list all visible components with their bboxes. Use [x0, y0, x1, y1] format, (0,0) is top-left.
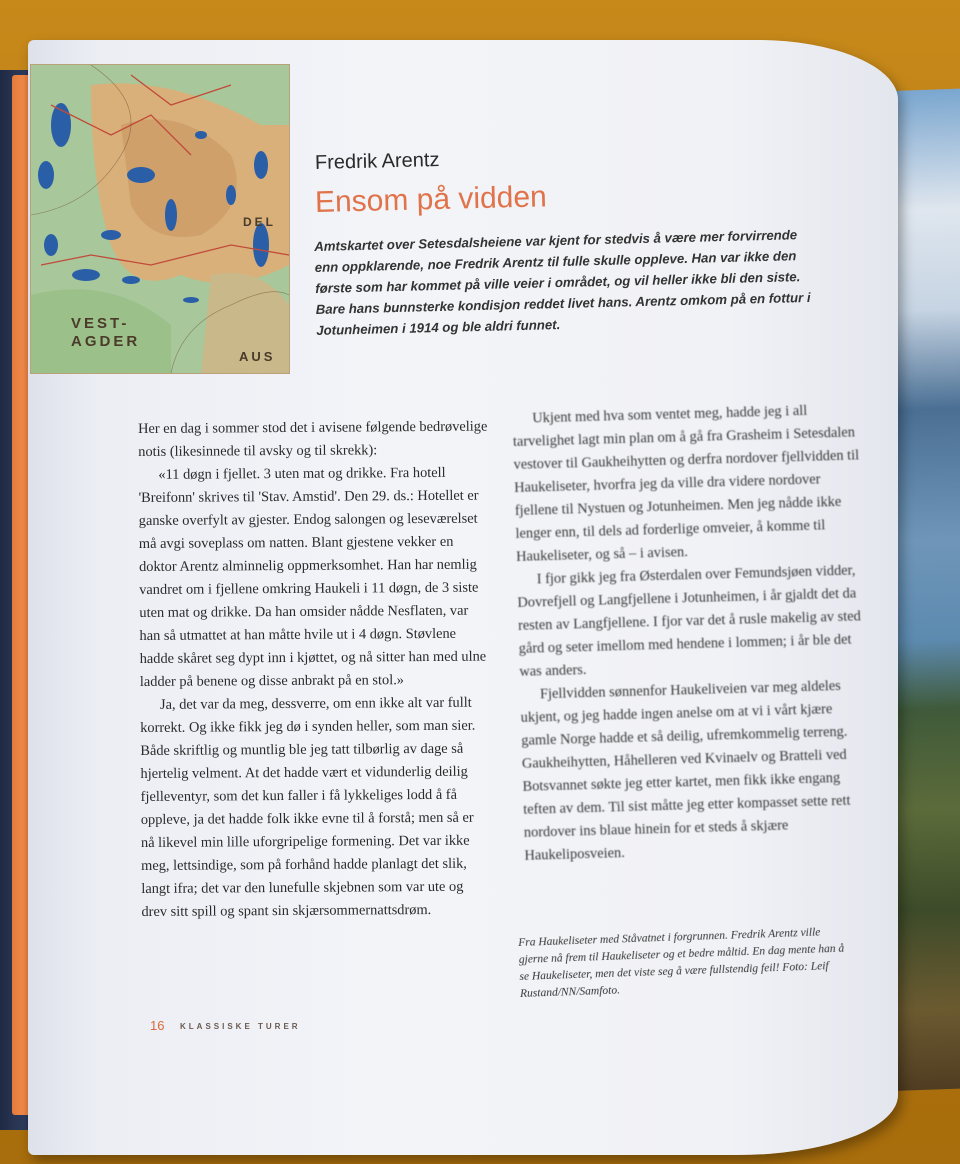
page-number: 16 — [150, 1018, 165, 1033]
running-head: KLASSISKE TURER — [180, 1022, 301, 1031]
paragraph: Ja, det var da meg, dessverre, om enn ikke alt var fullt korrekt. Og ikke fikk jeg dø i synden heller, som man sier. Både skriftlig og muntlig ble jeg tatt tilbørlig av dage så hjertelig velment. At det hadde vært et vidunderlig deilig fjelleventyr, som det kun faller i få lykkeliges lodd å få oppleve, ja det hadde folk ikke evne til å forstå; men så er nå likevel min lille uforgripelige formening. Det var ikke meg, lettsindige, som på forhånd hadde planlagt det slik, langt ifra; det var den lunefulle skjebnen som var ute og drev sitt spill og spant sin skjærsommernattsdrøm. — [140, 694, 476, 920]
map-label-del: DEL — [243, 215, 276, 229]
book-page — [28, 40, 898, 1155]
article-intro: Amtskartet over Setesdalsheiene var kjent for stedvis å være mer forvirrende enn oppklarende, noe Fredrik Arentz til fulle skulle oppleve. Han var ikke den første som har kommet på ville veier i området, og vil heller ikke bli den siste. Bare hans bunnsterke kondisjon reddet livet hans. Arentz omkom på en fottur i Jotunheimen i 1914 og ble aldri funnet. — [314, 227, 811, 338]
paragraph: Her en dag i sommer stod det i avisene følgende bedrøvelige notis (likesinnede til avsky og til skrekk): — [138, 418, 488, 460]
text-column-left — [138, 416, 492, 924]
map-label-vest: VEST- — [71, 315, 130, 332]
map-image — [30, 64, 290, 374]
photo-caption: Fra Haukeliseter med Ståvatnet i forgrunnen. Fredrik Arentz ville gjerne nå frem til Haukeliseter og et bedre måltid. En dag mente han å se Haukeliseter, men det viste seg å være fullstendig feil! Foto: Leif Rustand/NN/Samfoto. — [518, 926, 845, 1000]
article-title: Ensom på vidden — [314, 180, 548, 219]
paragraph: Fjellvidden sønnenfor Haukeliveien var meg aldeles ukjent, og jeg hadde ingen anelse om at vi i vårt kjære gamle Norge hadde et så deilig, ufremkommelig terreng. Gaukheihytten, Håhelleren ved Kvinaelv og Bratteli ved Botsvannet søkte jeg etter kartet, men fikk ikke engang teften av dem. Til sist måtte jeg etter kompasset sette rett nordover ins blaue hinein for et steds å skjære Haukeliposveien. — [520, 677, 851, 864]
map-label-aus: AUS — [239, 349, 276, 364]
paragraph: I fjor gikk jeg fra Østerdalen over Femundsjøen vidder, Dovrefjell og Langfjellene i Jotunheimen, i år gjaldt det da resten av Langfjellene. I fjor var det å rusle makelig av sted gård og seter imellom med hendene i lommen; i år ble det was anders. — [517, 562, 862, 680]
text-column-right — [512, 398, 875, 868]
paragraph: Ukjent med hva som ventet meg, hadde jeg i all tarvelighet lagt min plan om å gå fra Grasheim i Setesdalen vestover til Gaukheihytten og derfra nordover fjellvidden til Haukeliseter, hvorfra jeg da ville dra videre nordover fjellene til Nystuen og Jotunheimen. Men jeg nådde ikke lenger enn, til dels ad forderlige omveier, å komme til Haukeliseter, og så – i avisen. — [512, 402, 860, 565]
article-author: Fredrik Arentz — [314, 148, 440, 174]
paragraph: «11 døgn i fjellet. 3 uten mat og drikke. Fra hotell 'Breifonn' skrives til 'Stav. Amstid'. Den 29. ds.: Hotellet er ganske overfylt av gjester. Endog salongen og leseværelset må avgi soveplass om natten. Blant gjestene vekker en doktor Arentz alminnelig oppmerksomhet. Han har nemlig vandret om i fjellene omkring Haukeli i 11 døgn, de 3 siste uten mat og drikke. Da han omsider nådde Nesflaten, var han så utmattet at han måtte hvile ut i 4 døgn. Støvlene hadde skåret seg dypt inn i kjøttet, og nå sitter han med ulne ladder på benene og disse anbrakt på en stol.» — [138, 464, 487, 690]
map-label-agder: AGDER — [71, 333, 141, 350]
